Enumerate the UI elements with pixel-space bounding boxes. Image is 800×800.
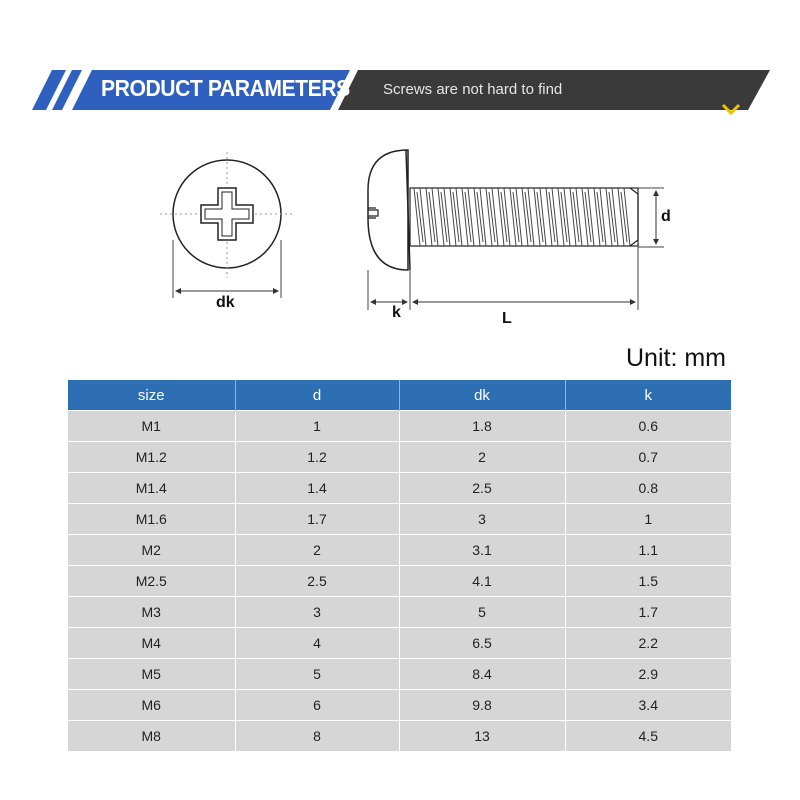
- cell-k: 2.2: [565, 628, 731, 659]
- table-row: [68, 690, 731, 721]
- cell-size: M5: [68, 659, 235, 690]
- cell-k: 3.4: [565, 690, 731, 721]
- table-row: [68, 721, 731, 752]
- spec-table: [68, 380, 731, 751]
- cell-d: 5: [235, 659, 399, 690]
- cell-dk: 5: [399, 597, 565, 628]
- cell-k: 4.5: [565, 721, 731, 752]
- col-header-size: size: [68, 380, 235, 411]
- cell-d: 4: [235, 628, 399, 659]
- cell-d: 2: [235, 535, 399, 566]
- cell-dk: 6.5: [399, 628, 565, 659]
- table-row: [68, 504, 731, 535]
- cell-dk: 8.4: [399, 659, 565, 690]
- banner-graphic: [0, 0, 800, 130]
- banner-title: PRODUCT PARAMETERS: [101, 75, 350, 101]
- table-row: [68, 442, 731, 473]
- cell-k: 1.7: [565, 597, 731, 628]
- cell-dk: 3: [399, 504, 565, 535]
- table-header-row: [68, 380, 731, 411]
- cell-k: 2.9: [565, 659, 731, 690]
- cell-d: 1.2: [235, 442, 399, 473]
- cell-k: 0.7: [565, 442, 731, 473]
- cell-k: 1.5: [565, 566, 731, 597]
- cell-dk: 13: [399, 721, 565, 752]
- cell-d: 1: [235, 411, 399, 442]
- col-header-k: k: [565, 380, 731, 411]
- table-row: [68, 659, 731, 690]
- table-row: [68, 473, 731, 504]
- cell-d: 1.7: [235, 504, 399, 535]
- table-row: [68, 566, 731, 597]
- cell-size: M8: [68, 721, 235, 752]
- cell-size: M3: [68, 597, 235, 628]
- cell-size: M2: [68, 535, 235, 566]
- col-header-dk: dk: [399, 380, 565, 411]
- unit-label: Unit: mm: [626, 344, 726, 372]
- table-row: [68, 411, 731, 442]
- dim-label-L: L: [502, 310, 512, 327]
- col-header-d: d: [235, 380, 399, 411]
- cell-dk: 3.1: [399, 535, 565, 566]
- screw-side-view: [368, 150, 664, 310]
- cell-size: M1.2: [68, 442, 235, 473]
- cell-k: 0.8: [565, 473, 731, 504]
- cell-d: 8: [235, 721, 399, 752]
- dim-label-d: d: [661, 208, 671, 225]
- head-top-view: [160, 152, 294, 298]
- table-row: [68, 628, 731, 659]
- table-row: [68, 535, 731, 566]
- cell-k: 1: [565, 504, 731, 535]
- cell-size: M1.4: [68, 473, 235, 504]
- cell-d: 3: [235, 597, 399, 628]
- cell-size: M6: [68, 690, 235, 721]
- cell-size: M1: [68, 411, 235, 442]
- cell-dk: 2: [399, 442, 565, 473]
- cell-size: M4: [68, 628, 235, 659]
- cell-k: 0.6: [565, 411, 731, 442]
- cell-d: 1.4: [235, 473, 399, 504]
- cell-dk: 2.5: [399, 473, 565, 504]
- screw-diagram: [0, 130, 800, 340]
- cell-dk: 4.1: [399, 566, 565, 597]
- cell-size: M1.6: [68, 504, 235, 535]
- dim-label-k: k: [392, 304, 401, 321]
- chevron-down-icon: [721, 102, 741, 116]
- cell-d: 2.5: [235, 566, 399, 597]
- cell-k: 1.1: [565, 535, 731, 566]
- cell-d: 6: [235, 690, 399, 721]
- header-banner: [0, 0, 800, 130]
- table-row: [68, 597, 731, 628]
- banner-subtitle: Screws are not hard to find: [383, 81, 563, 98]
- cell-dk: 1.8: [399, 411, 565, 442]
- dim-label-dk: dk: [216, 294, 235, 311]
- cell-dk: 9.8: [399, 690, 565, 721]
- cell-size: M2.5: [68, 566, 235, 597]
